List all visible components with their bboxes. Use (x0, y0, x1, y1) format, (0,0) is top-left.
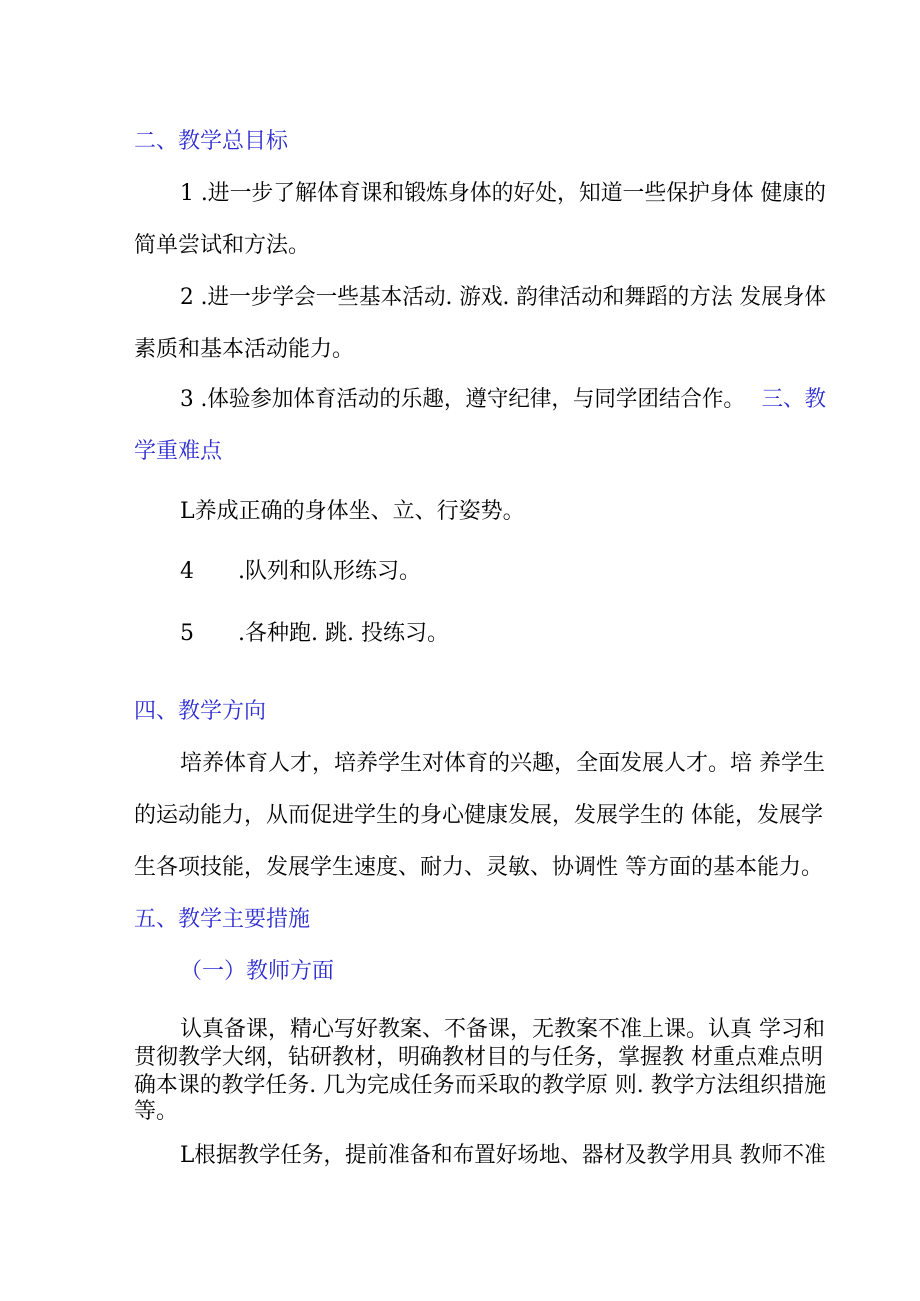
goal-item-2-line-2: 素质和基本活动能力。 (134, 337, 355, 362)
difficulty-item-1: L养成正确的身体坐、立、行姿势。 (180, 499, 525, 524)
difficulty-item-3-number: 5 (180, 621, 194, 646)
section-heading-goals: 二、教学总目标 (134, 129, 289, 154)
goal-item-3-line (180, 385, 826, 415)
measures-para-1-line-2: 贯彻教学大纲，钻研教材，明确教材目的与任务，掌握教 材重点难点明 (134, 1045, 823, 1070)
difficulty-item-2 (180, 557, 421, 587)
goal-item-1-line-2: 简单尝试和方法。 (134, 233, 311, 258)
measures-para-1-line-1: 认真备课，精心写好教案、不备课，无教案不准上课。认真 学习和 (180, 1017, 825, 1042)
section-heading-difficulties-part-1: 三、教 (761, 387, 827, 412)
direction-para-line-1: 培养体育人才，培养学生对体育的兴趣，全面发展人才。培 养学生 (180, 751, 825, 776)
difficulty-item-3 (180, 619, 449, 649)
goal-item-2-line-1: 2 .进一步学会一些基本活动. 游戏. 韵律活动和舞蹈的方法 发展身体 (180, 285, 826, 310)
direction-para-line-2: 的运动能力，从而促进学生的身心健康发展，发展学生的 体能，发展学 (134, 803, 823, 828)
difficulty-item-2-text: .队列和队形练习。 (238, 559, 421, 584)
measures-para-1-line-3: 确本课的教学任务. 几为完成任务而采取的教学原 则. 教学方法组织措施 (134, 1073, 826, 1098)
section-heading-direction: 四、教学方向 (134, 699, 267, 724)
section-heading-difficulties-part-2: 学重难点 (134, 439, 223, 464)
measures-para-2-line-1: L根据教学任务，提前准备和布置好场地、器材及教学用具 教师不准 (180, 1143, 826, 1168)
goal-item-3-text: 3 .体验参加体育活动的乐趣，遵守纪律，与同学团结合作。 (180, 387, 745, 412)
goal-item-1-line-1: 1 .进一步了解体育课和锻炼身体的好处，知道一些保护身体 健康的 (180, 181, 826, 206)
direction-para-line-3: 生各项技能，发展学生速度、耐力、灵敏、协调性 等方面的基本能力。 (134, 855, 823, 880)
sub-heading-teacher: （一）教师方面 (180, 959, 335, 984)
section-heading-measures: 五、教学主要措施 (134, 907, 311, 932)
measures-para-1-line-4: 等。 (134, 1099, 179, 1124)
difficulty-item-3-text: .各种跑. 跳. 投练习。 (238, 621, 449, 646)
difficulty-item-2-number: 4 (180, 559, 194, 584)
